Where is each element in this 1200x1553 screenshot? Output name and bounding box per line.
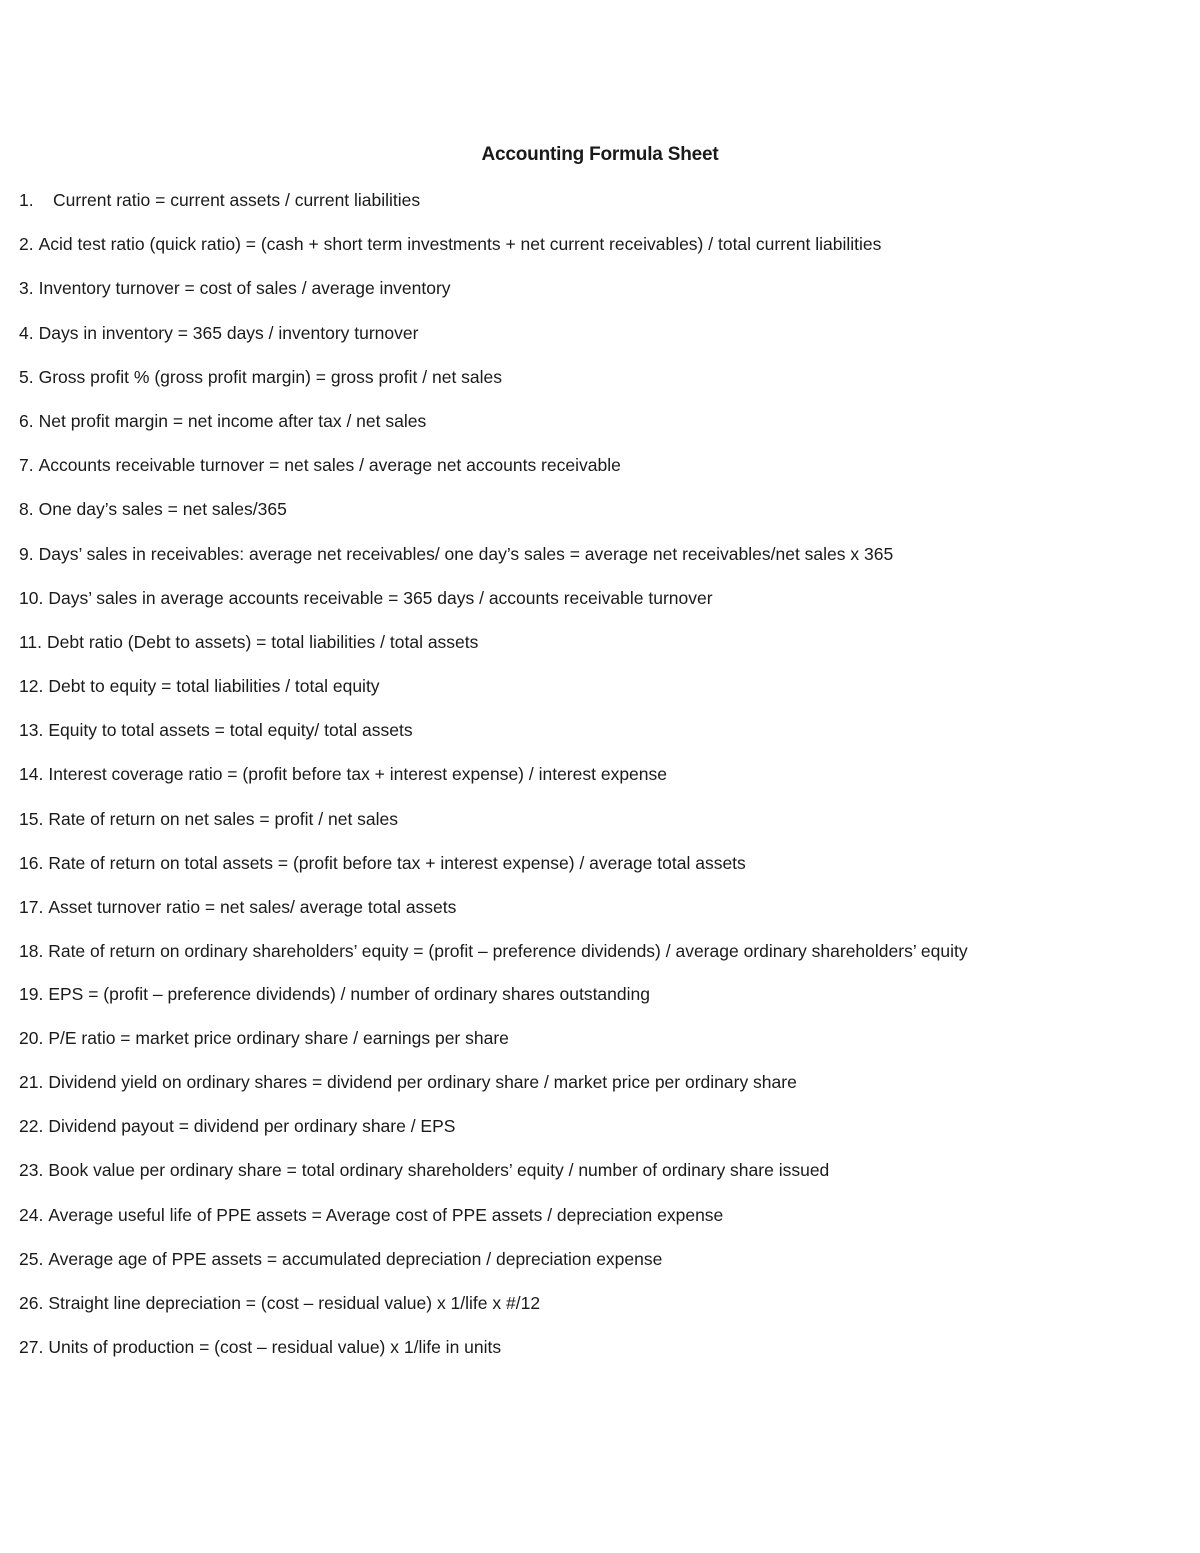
item-number: 5. [19,366,34,387]
item-text: Asset turnover ratio = net sales/ average total assets [48,897,457,917]
item-text: Accounts receivable turnover = net sales / average net accounts receivable [38,455,621,476]
item-text: Rate of return on net sales = profit / net sales [48,808,399,829]
list-item [19,980,1079,1008]
item-number: 27. [19,1337,44,1358]
item-number: 25. [19,1248,44,1269]
list-item [19,1156,1079,1184]
list-item [19,1201,1079,1229]
item-text: Interest coverage ratio = (profit before tax + interest expense) / interest expense [48,764,667,785]
list-item [19,1068,1079,1096]
list-item [19,760,1079,788]
item-text: Equity to total assets = total equity/ total assets [48,720,413,741]
item-text: P/E ratio = market price ordinary share / earnings per share [48,1027,509,1048]
item-number: 18. [19,941,44,962]
item-number: 14. [19,764,44,785]
item-text: Rate of return on total assets = (profit before tax + interest expense) / average total assets [48,852,746,873]
list-item [19,893,1079,921]
list-item [19,628,1079,656]
item-text: Days’ sales in average accounts receivable = 365 days / accounts receivable turnover [48,587,713,608]
item-text: EPS = (profit – preference dividends) / number of ordinary shares outstanding [48,983,650,1004]
list-item [19,451,1079,479]
item-number: 7. [19,455,34,476]
item-number: 8. [19,499,34,520]
item-text: Acid test ratio (quick ratio) = (cash + short term investments + net current receivables) / total current liabilities [38,234,882,255]
item-number: 11. [19,631,43,652]
item-number: 6. [19,410,34,431]
item-text: Dividend yield on ordinary shares = dividend per ordinary share / market price per ordinary share [48,1072,797,1093]
item-text: Average age of PPE assets = accumulated depreciation / depreciation expense [48,1248,663,1269]
item-number: 3. [19,278,34,299]
list-item [19,1112,1079,1140]
list-item [19,230,1079,258]
list-item [19,937,1079,967]
item-text: Current ratio = current assets / current liabilities [53,190,421,210]
list-item [19,495,1079,523]
item-number: 10. [19,587,44,608]
formula-list [19,186,1079,1377]
item-text: Net profit margin = net income after tax / net sales [38,410,427,431]
item-text: One day’s sales = net sales/365 [38,499,287,520]
list-item [19,672,1079,700]
item-number: 13. [19,720,44,741]
item-text: Straight line depreciation = (cost – residual value) x 1/life x #/12 [48,1293,541,1313]
list-item [19,1333,1079,1361]
item-number: 22. [19,1116,44,1137]
list-item [19,1024,1079,1052]
item-number: 15. [19,808,44,829]
item-text: Debt to equity = total liabilities / total equity [48,676,380,697]
item-text: Units of production = (cost – residual value) x 1/life in units [48,1337,502,1358]
item-text: Average useful life of PPE assets = Average cost of PPE assets / depreciation expense [48,1204,724,1225]
item-number: 4. [19,322,34,343]
item-text: Debt ratio (Debt to assets) = total liabilities / total assets [47,631,479,652]
item-number: 23. [19,1160,44,1181]
item-number: 12. [19,676,44,697]
item-number: 20. [19,1027,44,1048]
item-text: Gross profit % (gross profit margin) = gross profit / net sales [38,366,503,387]
list-item [19,716,1079,744]
item-text: Book value per ordinary share = total ordinary shareholders’ equity / number of ordinary share issued [48,1160,830,1181]
item-number: 21. [19,1072,44,1093]
item-text: Days’ sales in receivables: average net receivables/ one day’s sales = average net receivables/net sales x 365 [38,543,894,564]
item-text-wrapped [19,937,968,967]
list-item [19,274,1079,302]
item-text: Rate of return on ordinary shareholders’ equity = (profit – preference dividends) / average ordinary shareholders’ equity [48,941,968,962]
list-item [19,1245,1079,1273]
item-number: 1. [19,190,34,210]
list-item [19,407,1079,435]
item-number: 17. [19,897,44,917]
item-number: 24. [19,1204,44,1225]
list-item [19,849,1079,877]
list-item [19,186,1079,214]
item-number: 2. [19,234,34,255]
item-text: Days in inventory = 365 days / inventory turnover [38,322,419,343]
list-item [19,584,1079,612]
page-title: Accounting Formula Sheet [481,144,719,165]
list-item [19,319,1079,347]
list-item [19,363,1079,391]
item-number: 26. [19,1293,44,1313]
item-text: Inventory turnover = cost of sales / average inventory [38,278,451,299]
item-number: 19. [19,983,44,1004]
item-number: 9. [19,543,34,564]
list-item [19,805,1079,833]
item-text: Dividend payout = dividend per ordinary share / EPS [48,1116,456,1137]
item-number: 16. [19,852,44,873]
list-item [19,1289,1079,1317]
list-item [19,540,1079,568]
